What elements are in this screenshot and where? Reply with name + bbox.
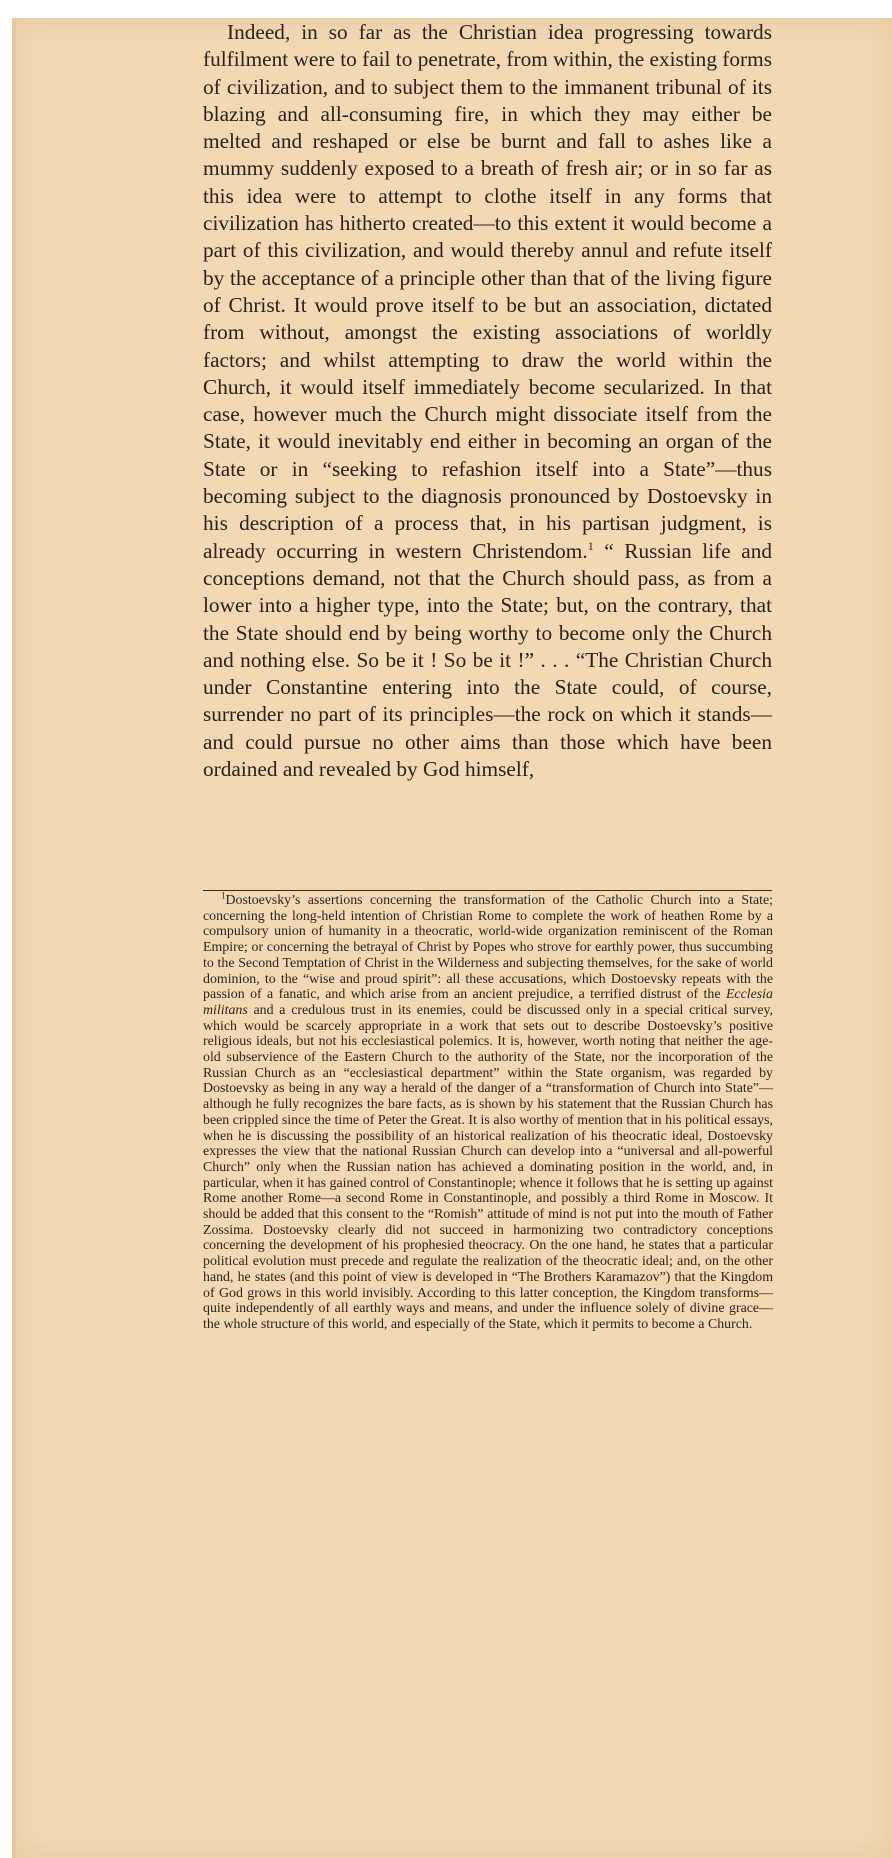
paper-left-edge — [12, 18, 16, 1858]
footnote-text-part2: and a credulous trust in its enemies, could be discussed only in a special critical survey, which would be scarcely appropriate in a work that sets out to describe Dostoevsky’s positive religious ideals, but not his ecclesiastical polemics. It is, however, worth noting that neither the age-old subservience of the Eastern Church to the authority of the State, nor the incorporation of the Russian Church as an “ecclesiastical department” within the State organism, was regarded by Dostoevsky as being in any way a herald of the danger of a “transformation of Church into State”—although he fully recognizes the bare facts, as is shown by his statement that the Russian Church has been crippled since the time of Peter the Great. It is also worthy of mention that in his political essays, when he is discussing the possibility of an historical realization of his theocratic ideal, Dostoevsky expresses the view that the national Russian Church can develop into a “universal and all-powerful Church” only when the Russian nation has achieved a dominating position in the world, and, in particular, when it has gained control of Constantinople; whence it follows that he is setting up against Rome another Rome—a second Rome in Constantinople, and possibly a third Rome in Moscow. It should be added that this consent to the “Romish” attitude of mind is not put into the mouth of Father Zossima. Dostoevsky clearly did not succeed in harmonizing two contradictory conceptions concerning the development of his prophesied theocracy. On the one hand, he states that a particular political evolution must precede and regulate the realization of the theocratic ideal; and, on the other hand, he states (and this point of view is developed in “The Brothers Karamazov”) that the Kingdom of God grows in this world invisibly. According to this latter conception, the Kingdom transforms—quite independently of all earthly ways and means, and under the influence solely of divine grace—the whole structure of this world, and especially of the State, which it permits to become a Church. — [203, 1002, 773, 1332]
footnote-divider — [203, 890, 772, 891]
main-paragraph-text: Indeed, in so far as the Christian idea progressing towards fulfilment were to fail to penetrate, from within, the existing forms of civilization, and to subject them to the immanent tribunal of its blazing and all-consuming fire, in which they may either be melted and reshaped or else be burnt and fall to ashes like a mummy suddenly exposed to a breath of fresh air; or in so far as this idea were to attempt to clothe itself in any forms that civilization has hitherto created—to this extent it would become a part of this civilization, and would thereby annul and refute itself by the acceptance of a principle other than that of the living figure of Christ. It would prove itself to be but an association, dictated from without, amongst the existing associations of worldly factors; and whilst attempting to draw the world within the Church, it would itself immediately become secularized. In that case, however much the Church might dissociate itself from the State, it would inevitably end either in becoming an organ of the State or in “seeking to refashion itself into a State”—thus becoming subject to the diagnosis pronounced by Dostoevsky in his description of a process that, in his partisan judgment, is already occurring in western Christendom. — [203, 20, 772, 563]
footnote-marker: 1 — [221, 890, 226, 901]
main-paragraph-continued: “ Russian life and conceptions demand, not that the Church should pass, as from a lower into a higher type, into the State; but, on the contrary, that the State should end by being worthy to become only the Church and nothing else. So be it ! So be it !” . . . “The Christian Church under Constantine entering into the State could, of course, surrender no part of its principles—the rock on which it stands—and could pursue no other aims than those which have been ordained and revealed by God himself, — [203, 538, 772, 782]
scan-top-margin — [0, 0, 892, 20]
footnote — [203, 890, 773, 1333]
footnote-italic-term: Ecclesia militans — [203, 987, 773, 1018]
footnote-text-part1: Dostoevsky’s assertions concerning the transformation of the Catholic Church into a State; concerning the long-held intention of Christian Rome to complete the work of heathen Rome by a compulsory union of humanity in a theocratic, world-wide organization reminiscent of the Roman Empire; or concerning the betrayal of Christ by Popes who strove for earthly power, thus succumbing to the Second Temptation of Christ in the Wilderness and subjecting themselves, for the sake of world dominion, to the “wise and proud spirit”: all these accusations, which Dostoevsky repeats with the passion of a fanatic, and which arise from an ancient prejudice, a terrified distrust of the — [203, 893, 773, 1003]
main-paragraph — [203, 19, 772, 783]
footnote-reference: 1 — [587, 538, 594, 553]
